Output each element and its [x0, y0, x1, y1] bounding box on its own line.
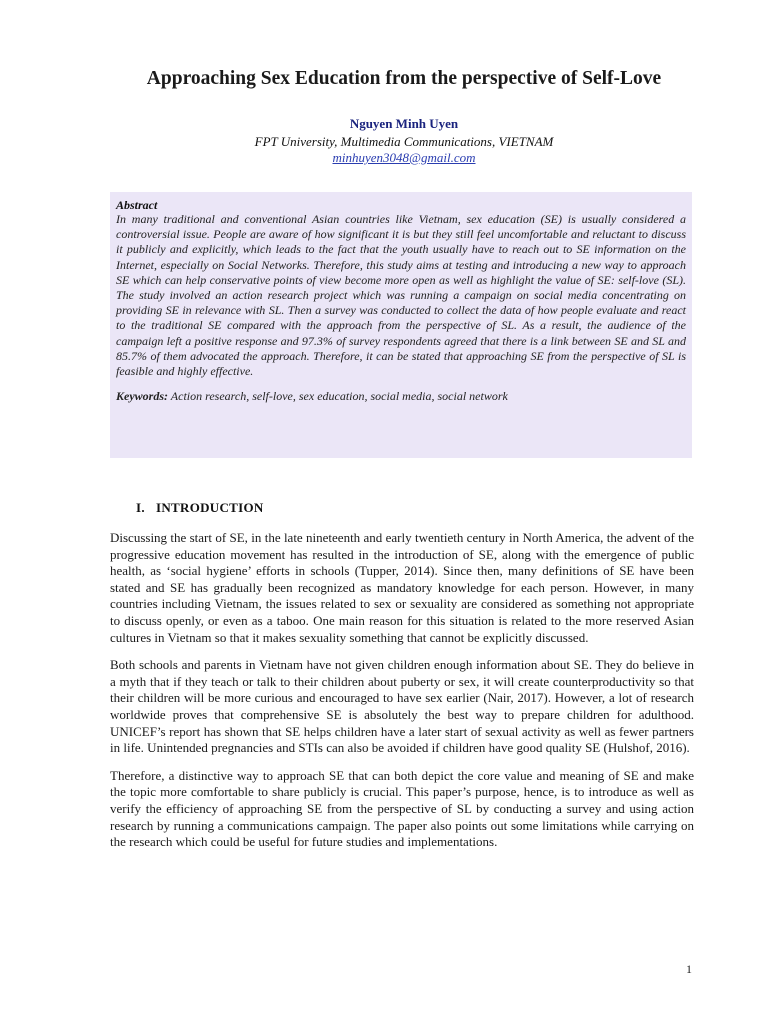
section-title: INTRODUCTION — [156, 500, 264, 515]
keywords-list: Action research, self-love, sex education, social media, social network — [170, 389, 508, 404]
introduction-body — [110, 530, 694, 862]
keywords-line — [116, 389, 686, 403]
author-email-link[interactable]: minhuyen3048@gmail.com — [332, 150, 476, 165]
section-heading-introduction — [136, 500, 264, 516]
author-affiliation: FPT University, Multimedia Communications, VIETNAM — [254, 134, 554, 149]
abstract-heading: Abstract — [116, 198, 158, 212]
paragraph: Both schools and parents in Vietnam have not given children enough information about SE. They do believe in a myth that if they teach or talk to their children about puberty or sex, it will create counterproductivity so that their children will be more curious and encouraged to have sex earlier (Nair, 2017). However, a lot of research worldwide proves that comprehensive SE is absolutely the best way to prepare children for adulthood. UNICEF’s report has shown that SE helps children have a later start of sexual activity as well as fewer partners in life. Unintended pregnancies and STIs can also be avoided if children have good quality SE (Hulshof, 2016). — [110, 657, 694, 756]
author-name: Nguyen Minh Uyen — [349, 116, 459, 131]
abstract-text: In many traditional and conventional Asian countries like Vietnam, sex education (SE) is usually considered a controversial issue. People are aware of how significant it is but they still feel uncomfortable and reluctant to discuss it publicly and explicitly, which leads to the fact that the youth usually have to reach out to SE information on the Internet, especially on Social Networks. Therefore, this study aims at testing and introducing a new way to approach SE which can help conservative points of view become more open as well as highlight the value of SE: self-love (SL). The study involved an action research project which was running a campaign on social media concentrating on providing SE in relevance with SL. Then a survey was conducted to collect the data of how people evaluate and react to the traditional SE compared with the approach from the perspective of SL. As a result, the audience of the campaign left a positive response and 97.3% of survey respondents agreed that there is a link between SE and SL and 85.7% of them advocated the approach. Therefore, it can be stated that approaching SE from the perspective of SL is feasible and highly effective. — [116, 212, 686, 379]
section-number: I. — [136, 500, 145, 515]
page-number: 1 — [686, 962, 692, 976]
keywords-label: Keywords: — [116, 389, 168, 404]
paragraph: Therefore, a distinctive way to approach SE that can both depict the core value and meaning of SE and make the topic more comfortable to share publicly is crucial. This paper’s purpose, hence, is to introduce as well as verify the efficiency of approaching SE from the perspective of SL by conducting a survey and using action research by running a communications campaign. The paper also points out some limitations while carrying on the research which could be useful for future studies and implementations. — [110, 767, 694, 850]
paper-title: Approaching Sex Education from the perspective of Self-Love — [146, 68, 662, 89]
paragraph: Discussing the start of SE, in the late nineteenth and early twentieth century in North America, the advent of the progressive education movement has resulted in the introduction of SE, along with the emergence of public health, as ‘social hygiene’ efforts in schools (Tupper, 2014). Since then, many definitions of SE have been stated and SE has gradually been recognized as mandatory knowledge for each person. However, in many countries including Vietnam, the issues related to sex or sexuality are considered as something not appropriate to discuss openly, or even as a taboo. One main reason for this situation is related to the more reserved Asian cultures in Vietnam so that it makes sexuality something that cannot be explicitly discussed. — [110, 530, 694, 645]
abstract-box — [110, 192, 692, 458]
